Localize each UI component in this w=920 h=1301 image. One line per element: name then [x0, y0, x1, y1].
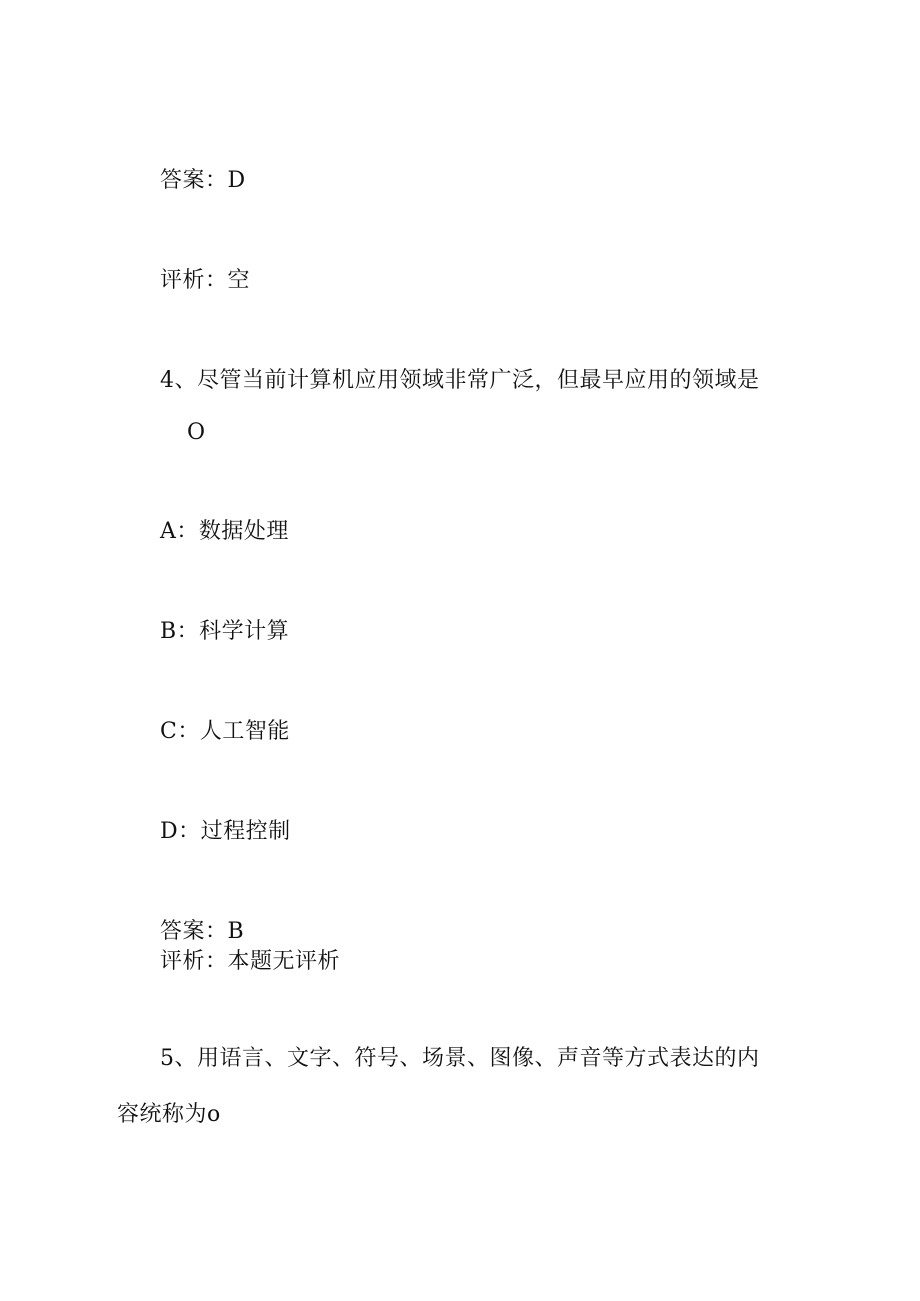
q4-question-line1: 4、尽管当前计算机应用领域非常广泛，但最早应用的领域是 [160, 368, 760, 393]
q4-analysis: 评析：本题无评析 [160, 949, 341, 974]
q3-answer: 答案：D [160, 168, 246, 193]
q3-analysis: 评析：空 [160, 268, 251, 293]
q4-option-b: B：科学计算 [160, 619, 290, 644]
q4-question-line2: O [187, 420, 206, 445]
q5-question-line2: 容统称为o [117, 1102, 221, 1127]
q4-option-d: D：过程控制 [160, 819, 291, 844]
q5-question-line1: 5、用语言、文字、符号、场景、图像、声音等方式表达的内 [160, 1046, 760, 1071]
q4-option-a: A：数据处理 [160, 519, 289, 544]
q4-option-c: C：人工智能 [160, 719, 290, 744]
q4-answer: 答案：B [160, 919, 245, 944]
